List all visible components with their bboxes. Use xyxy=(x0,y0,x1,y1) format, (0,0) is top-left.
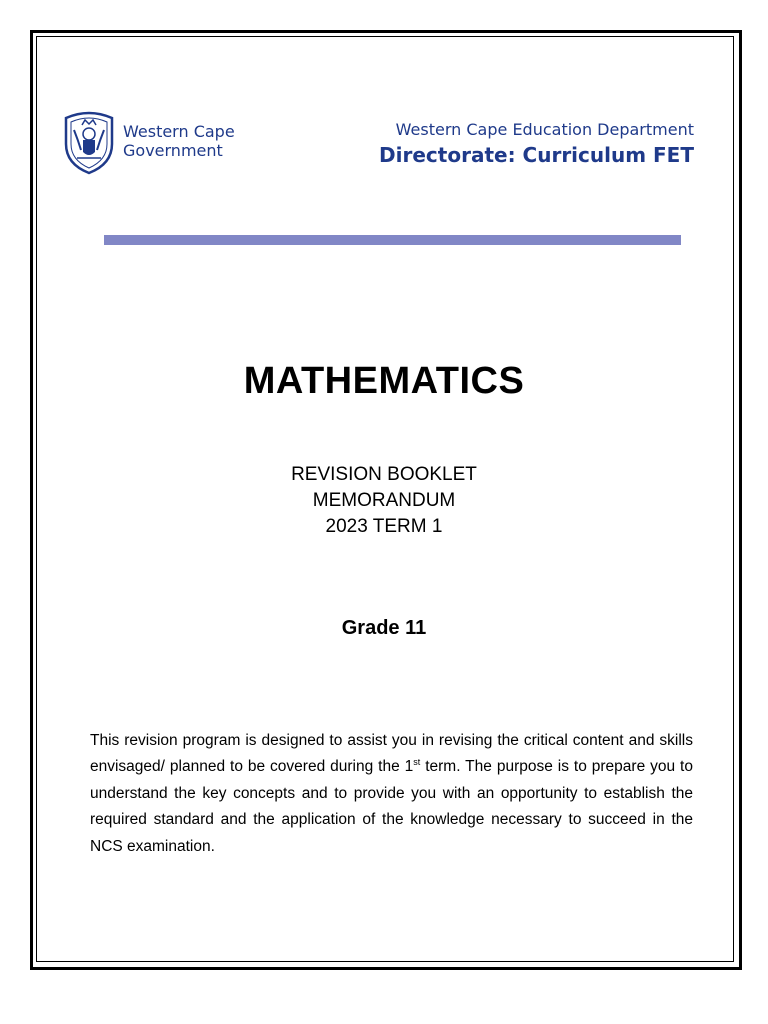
directorate-name: Directorate: Curriculum FET xyxy=(379,143,694,167)
coat-of-arms-icon xyxy=(60,110,118,176)
ordinal-suffix: st xyxy=(413,757,421,767)
department-block xyxy=(379,120,694,168)
government-name xyxy=(123,122,235,160)
department-name: Western Cape Education Department xyxy=(395,120,694,139)
subject-title: MATHEMATICS xyxy=(243,360,525,402)
intro-text-part2: term. The purpose is to prepare you to understand the key concepts and to provide you with an opportunity to establish the required standard and the application of the knowledge necessary to succeed in the NCS examination. xyxy=(90,758,693,855)
intro-paragraph xyxy=(90,728,693,861)
booklet-term: 2023 TERM 1 xyxy=(325,516,443,537)
intro-text-part1: This revision program is designed to assist you in revising the critical content and skills envisaged/ planned to be covered during the 1 xyxy=(90,731,693,775)
header-divider xyxy=(104,235,681,245)
booklet-title: REVISION BOOKLET xyxy=(291,464,477,485)
government-name-line1: Western Cape xyxy=(123,122,235,141)
grade-label: Grade 11 xyxy=(341,617,427,639)
booklet-title-block xyxy=(0,462,768,540)
government-name-line2: Government xyxy=(123,141,223,160)
booklet-subtitle: MEMORANDUM xyxy=(312,490,456,511)
